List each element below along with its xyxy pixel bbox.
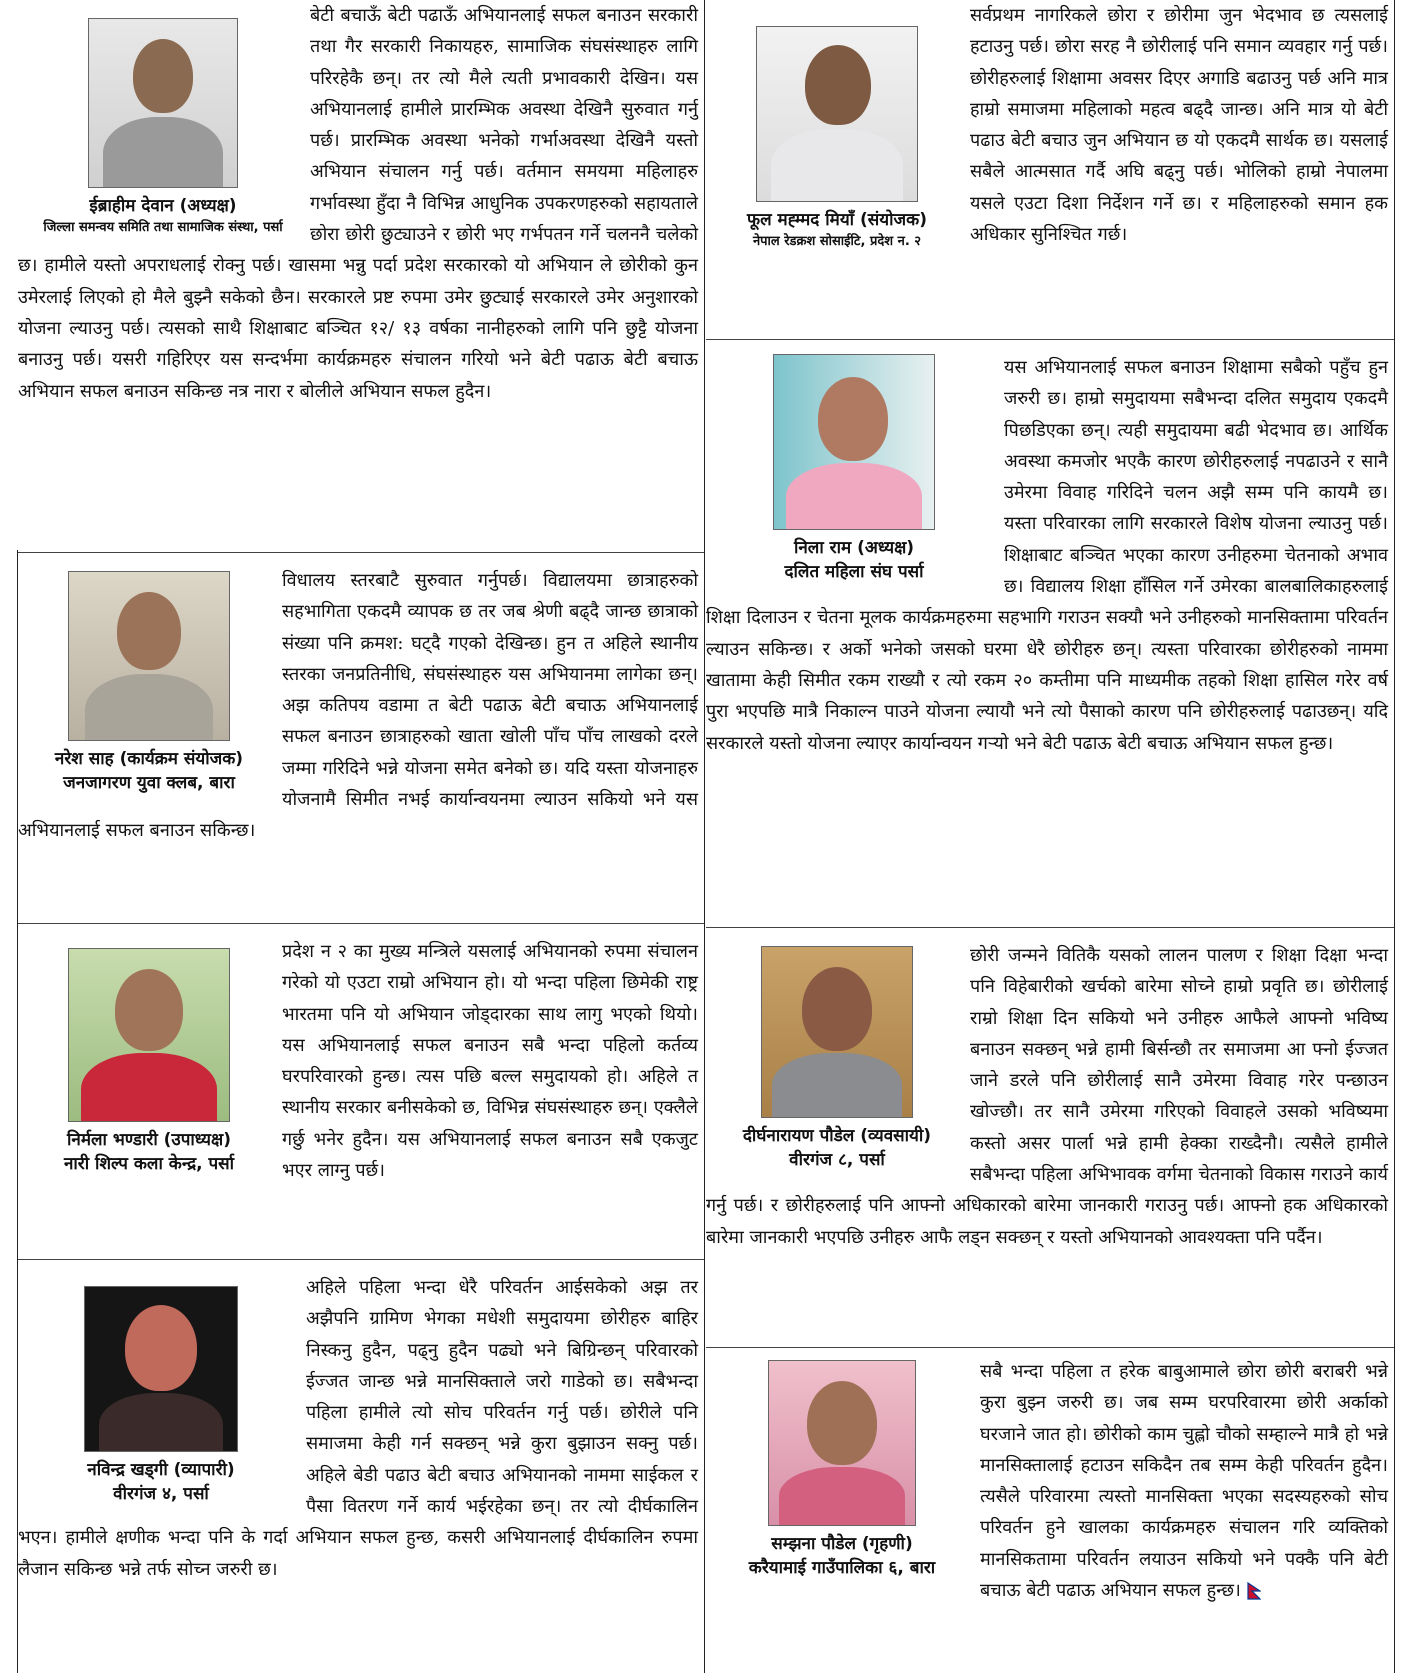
person-organization: नारी शिल्प कला केन्द्र, पर्सा bbox=[63, 1154, 235, 1174]
person-organization: जिल्ला समन्वय समिति तथा सामाजिक संस्था, पर्सा bbox=[43, 220, 283, 235]
right-border bbox=[1394, 0, 1395, 1673]
portrait-photo bbox=[773, 354, 935, 530]
article-text: छोरी जन्मने वितिकै यसको लालन पालण र शिक्षा दिक्षा भन्दा पनि विहेबारीको खर्चको बारेमा सोच्ने हाम्रो प्रवृति छ। छोरीलाई राम्रो शिक्षा दिन सकियो भने उनीहरु आफैले आफ्नो भविष्य बनाउन सक्छन् भन्ने हामी बिर्सन्छौ तर समाजमा आ फ्नो ईज्जत जाने डरले पनि छोरीलाई सानै उमेरमा विवाह गरेर पन्छाउन खोज्छौ। तर सानै उमेरमा गरिएको विवाहले उसको भविष्यमा कस्तो असर पार्ला भन्ने हामी हेक्का राख्दैनौ। त्यसैले हामीले सबैभन्दा पहिला अभिभावक वर्गमा चेतनाको विकास गराउने कार्य गर्नु पर्छ। र छोरीहरुलाई पनि आफ्नो अधिकारको बारेमा जानकारी गराउनु पर्छ। आफ्नो हक अधिकारको बारेमा जानकारी भएपछि उनीहरु आफै लड्न सक्छन् र यस्तो अभियानको आवश्यक्ता पनि पर्दैन। bbox=[706, 945, 1388, 1248]
person-organization: वीरगंज ४, पर्सा bbox=[113, 1484, 209, 1504]
profile-block bbox=[18, 1260, 304, 1506]
person-name: नरेश साह (कार्यक्रम संयोजक) bbox=[54, 749, 244, 769]
person-name: फूल मह्म्मद मियाँ (संयोजक) bbox=[747, 210, 927, 230]
portrait-photo bbox=[68, 948, 230, 1122]
opinion-article bbox=[706, 928, 1394, 1348]
article-text: सर्वप्रथम नागरिकले छोरा र छोरीमा जुन भेदभाव छ त्यसलाई हटाउनु पर्छ। छोरा सरह नै छोरीलाई पनि समान व्यवहार गर्नु पर्छ। छोरीहरुलाई शिक्षामा अवसर दिएर अगाडि बढाउनु पर्छ अनि मात्र हाम्रो समाजमा महिलाको महत्व बढ्दै जान्छ। अनि मात्र यो बेटी पढाउ बेटी बचाउ जुन अभियान छ यो एकदमै सार्थक छ। यसलाई सबैले आत्मसात गर्दै अघि बढ्नु पर्छ। भोलिको हाम्रो नेपालमा यसले एउटा दिशा निर्देशन गर्ने छ। र महिलाहरुको समान हक अधिकार सुनिश्चित गर्छ। bbox=[970, 5, 1388, 246]
portrait-photo bbox=[68, 571, 230, 741]
person-name: दीर्घनारायण पौडेल (व्यवसायी) bbox=[742, 1126, 932, 1146]
person-organization: दलित महिला संघ पर्सा bbox=[784, 562, 924, 582]
opinion-article bbox=[18, 0, 704, 553]
person-name: ईब्राहीम देवान (अध्यक्ष) bbox=[89, 196, 237, 216]
portrait-photo bbox=[761, 946, 913, 1118]
nepal-flag-icon bbox=[1247, 1582, 1261, 1600]
profile-block bbox=[706, 1348, 978, 1580]
portrait-photo bbox=[756, 26, 918, 202]
profile-block bbox=[18, 0, 308, 238]
article-text-body: सबै भन्दा पहिला त हरेक बाबुआमाले छोरा छोरी बराबरी भन्ने कुरा बुझ्न जरुरी छ। जब सम्म घरपरिवारमा छोरी अर्काको घरजाने जात हो। छोरीको काम चुह्लो चौको सम्हाल्ने मात्रै हो भन्ने मानसिक्तालाई हटाउन सकिदैन तब सम्म केही परिवर्तन हुदैन। त्यसैले परिवारमा त्यस्तो मानसिक्ता भएका सदस्यहरुको सोच परिवर्तन हुने खालका कार्यक्रमहरु संचालन गरि व्यक्तिको मानसिकतामा परिवर्तन लयाउन सकियो भने पक्कै पनि बेटी बचाऊ बेटी पढाऊ अभियान सफल हुन्छ। bbox=[980, 1361, 1388, 1602]
opinion-article bbox=[18, 1260, 704, 1673]
opinion-article bbox=[706, 340, 1394, 928]
opinion-article bbox=[18, 553, 704, 924]
opinion-article bbox=[706, 0, 1394, 340]
profile-block bbox=[706, 340, 1002, 584]
article-text: बेटी बचाऊँ बेटी पढाऊँ अभियानलाई सफल बनाउन सरकारी तथा गैर सरकारी निकायहरु, सामाजिक संघसंस्थाहरु लागि परिरहेकै छन्। तर त्यो मैले त्यती प्रभावकारी देखिन। यस अभियानलाई हामीले प्रारम्भिक अवस्था देखिनै सुरुवात गर्नु पर्छ। प्रारम्भिक अवस्था भनेको गर्भाअवस्था देखिनै यस्तो अभियान संचालन गर्नु पर्छ। वर्तमान समयमा महिलाहरु गर्भावस्था हुँदा नै विभिन्न आधुनिक उपकरणहरुको सहायताले छोरा छोरी छुट्याउने र छोरी भए गर्भपतन गर्ने चलननै चलेको छ। हामीले यस्तो अपराधलाई रोक्नु पर्छ। खासमा भन्नु पर्दा प्रदेश सरकारको यो अभियान ले छोरीको कुन उमेरलाई लिएको हो मैले बुझ्नै सकेको छैन। सरकारले प्रष्ट रुपमा उमेर छुट्याई सरकारले उमेर अनुशारको योजना ल्याउनु पर्छ। त्यसको साथै शिक्षाबाट बञ्चित १२/ १३ वर्षका नानीहरुको लागि पनि छुट्टै योजना बनाउनु पर्छ। यसरी गहिरिएर यस सन्दर्भमा कार्यक्रमहरु संचालन गरियो भने बेटी पढाऊ बेटी बचाऊ अभियान सफल बनाउन सकिन्छ नत्र नारा र बोलीले अभियान सफल हुदैन। bbox=[18, 5, 698, 402]
person-organization: जनजागरण युवा क्लब, बारा bbox=[63, 773, 235, 793]
article-text: विधालय स्तरबाटै सुरुवात गर्नुपर्छ। विद्यालयमा छात्राहरुको सहभागिता एकदमै व्यापक छ तर जब श्रेणी बढ्दै जान्छ छात्राको संख्या पनि क्रमश: घट्दै गएको देखिन्छ। हुन त अहिले स्थानीय स्तरका जनप्रतिनीधि, संघसंस्थाहरु यस अभियानमा लागेका छन्। अझ कतिपय वडामा त बेटी पढाऊ बेटी बचाऊ अभियानलाई सफल बनाउन छात्राहरुको खाता खोली पाँच पाँच लाखको दरले जम्मा गरिदिने भन्ने योजना समेत बनेको छ। यदि यस्ता योजनाहरु योजनामै सिमीत नभई कार्यान्वयनमा ल्याउन सकियो भने यस अभियानलाई सफल बनाउन सकिन्छ। bbox=[18, 570, 698, 842]
profile-block bbox=[706, 928, 968, 1172]
portrait-photo bbox=[84, 1286, 238, 1452]
person-name: सम्झना पौडेल (गृहणी) bbox=[771, 1534, 913, 1554]
opinion-article bbox=[18, 924, 704, 1260]
opinion-article bbox=[706, 1348, 1394, 1673]
person-name: निला राम (अध्यक्ष) bbox=[793, 538, 915, 558]
left-column bbox=[18, 0, 704, 1673]
person-organization: करैयामाई गाउँपालिका ६, बारा bbox=[748, 1558, 936, 1578]
profile-block bbox=[18, 553, 280, 795]
person-organization: नेपाल रेडक्रश सोसाईटि, प्रदेश न. २ bbox=[752, 234, 922, 249]
profile-block bbox=[706, 0, 968, 252]
profile-block bbox=[18, 924, 280, 1176]
person-organization: वीरगंज ८, पर्सा bbox=[789, 1150, 885, 1170]
column-divider bbox=[704, 0, 705, 1673]
article-text: प्रदेश न २ का मुख्य मन्त्रिले यसलाई अभियानको रुपमा संचालन गरेको यो एउटा राम्रो अभियान हो। यो भन्दा पहिला छिमेकी राष्ट्र भारतमा पनि यो अभियान जोड्दारका साथ लागु भएको थियो। यस अभियानलाई सफल बनाउन सबै भन्दा पहिलो कर्तव्य घरपरिवारको हुन्छ। त्यस पछि बल्ल समुदायको हो। अहिले त स्थानीय सरकार बनीसकेको छ, विभिन्न संघसंस्थाहरु छन्। एक्लैले गर्छु भनेर हुदैन। यस अभियानलाई सफल बनाउन सबै एकजुट भएर लाग्नु पर्छ। bbox=[282, 941, 698, 1182]
person-name: नविन्द्र खड्गी (व्यापारी) bbox=[87, 1460, 235, 1480]
portrait-photo bbox=[88, 18, 238, 188]
article-text: यस अभियानलाई सफल बनाउन शिक्षामा सबैको पहुँच हुन जरुरी छ। हाम्रो समुदायमा सबैभन्दा दलित समुदाय एकदमै पिछडिएका छन्। त्यही समुदायमा बढी भेदभाव छ। आर्थिक अवस्था कमजोर भएकै कारण छोरीहरुलाई नपढाउने र सानै उमेरमा विवाह गरिदिने चलन अझै सम्म पनि कायमै छ। यस्ता परिवारका लागि सरकारले विशेष योजना ल्याउनु पर्छ। शिक्षाबाट बञ्चित भएका कारण उनीहरुमा चेतनाको अभाव छ। विद्यालय शिक्षा हाँसिल गर्ने उमेरका बालबालिकाहरुलाई शिक्षा दिलाउन र चेतना मूलक कार्यक्रमहरुमा सहभागि गराउन सक्यौ भने उनीहरुको मानसिक्तामा परिवर्तन ल्याउन सकिन्छ। र अर्को भनेको जसको घरमा धेरै छोरीहरु छन्। त्यस्ता परिवारका छोरीहरुको नाममा खातामा केही सिमीत रकम राख्यौ र त्यो रकम २० कम्तीमा पनि माध्यमीक तहको शिक्षा हासिल गरेर वर्ष पुरा भएपछि मात्रै निकाल्न पाउने योजना ल्यायौ भने त्यो पैसाको कारण पनि छोरीहरुलाई पढाउछन्। यदि सरकारले यस्तो योजना ल्याएर कार्यान्वयन गऱ्यो भने बेटी पढाऊ बेटी बचाऊ अभियान सफल हुन्छ। bbox=[706, 357, 1388, 754]
person-name: निर्मला भण्डारी (उपाध्यक्ष) bbox=[66, 1130, 231, 1150]
article-text: अहिले पहिला भन्दा धेरै परिवर्तन आईसकेको अझ तर अझैपनि ग्रामिण भेगका मधेशी समुदायमा छोरीहरु बाहिर निस्कनु हुदैन, पढ्नु हुदैन पढ्यो भने बिग्रिन्छन् परिवारको ईज्जत जान्छ भन्ने मानसिक्ताले जरो गाडेको छ। सबैभन्दा पहिला हामीले त्यो सोच परिवर्तन गर्नु पर्छ। छोरीले पनि समाजमा केही गर्न सक्छन् भन्ने कुरा बुझाउन सक्नु पर्छ। अहिले बेडी पढाउ बेटी बचाउ अभियानको नाममा साईकल र पैसा वितरण गर्ने कार्य भईरहेका छन्। तर त्यो दीर्घकालिन भएन। हामीले क्षणीक भन्दा पनि के गर्दा अभियान सफल हुन्छ, कसरी अभियानलाई दीर्घकालिन रुपमा लैजान सकिन्छ भन्ने तर्फ सोच्न जरुरी छ। bbox=[18, 1277, 698, 1580]
portrait-photo bbox=[768, 1360, 916, 1526]
right-column bbox=[706, 0, 1394, 1673]
